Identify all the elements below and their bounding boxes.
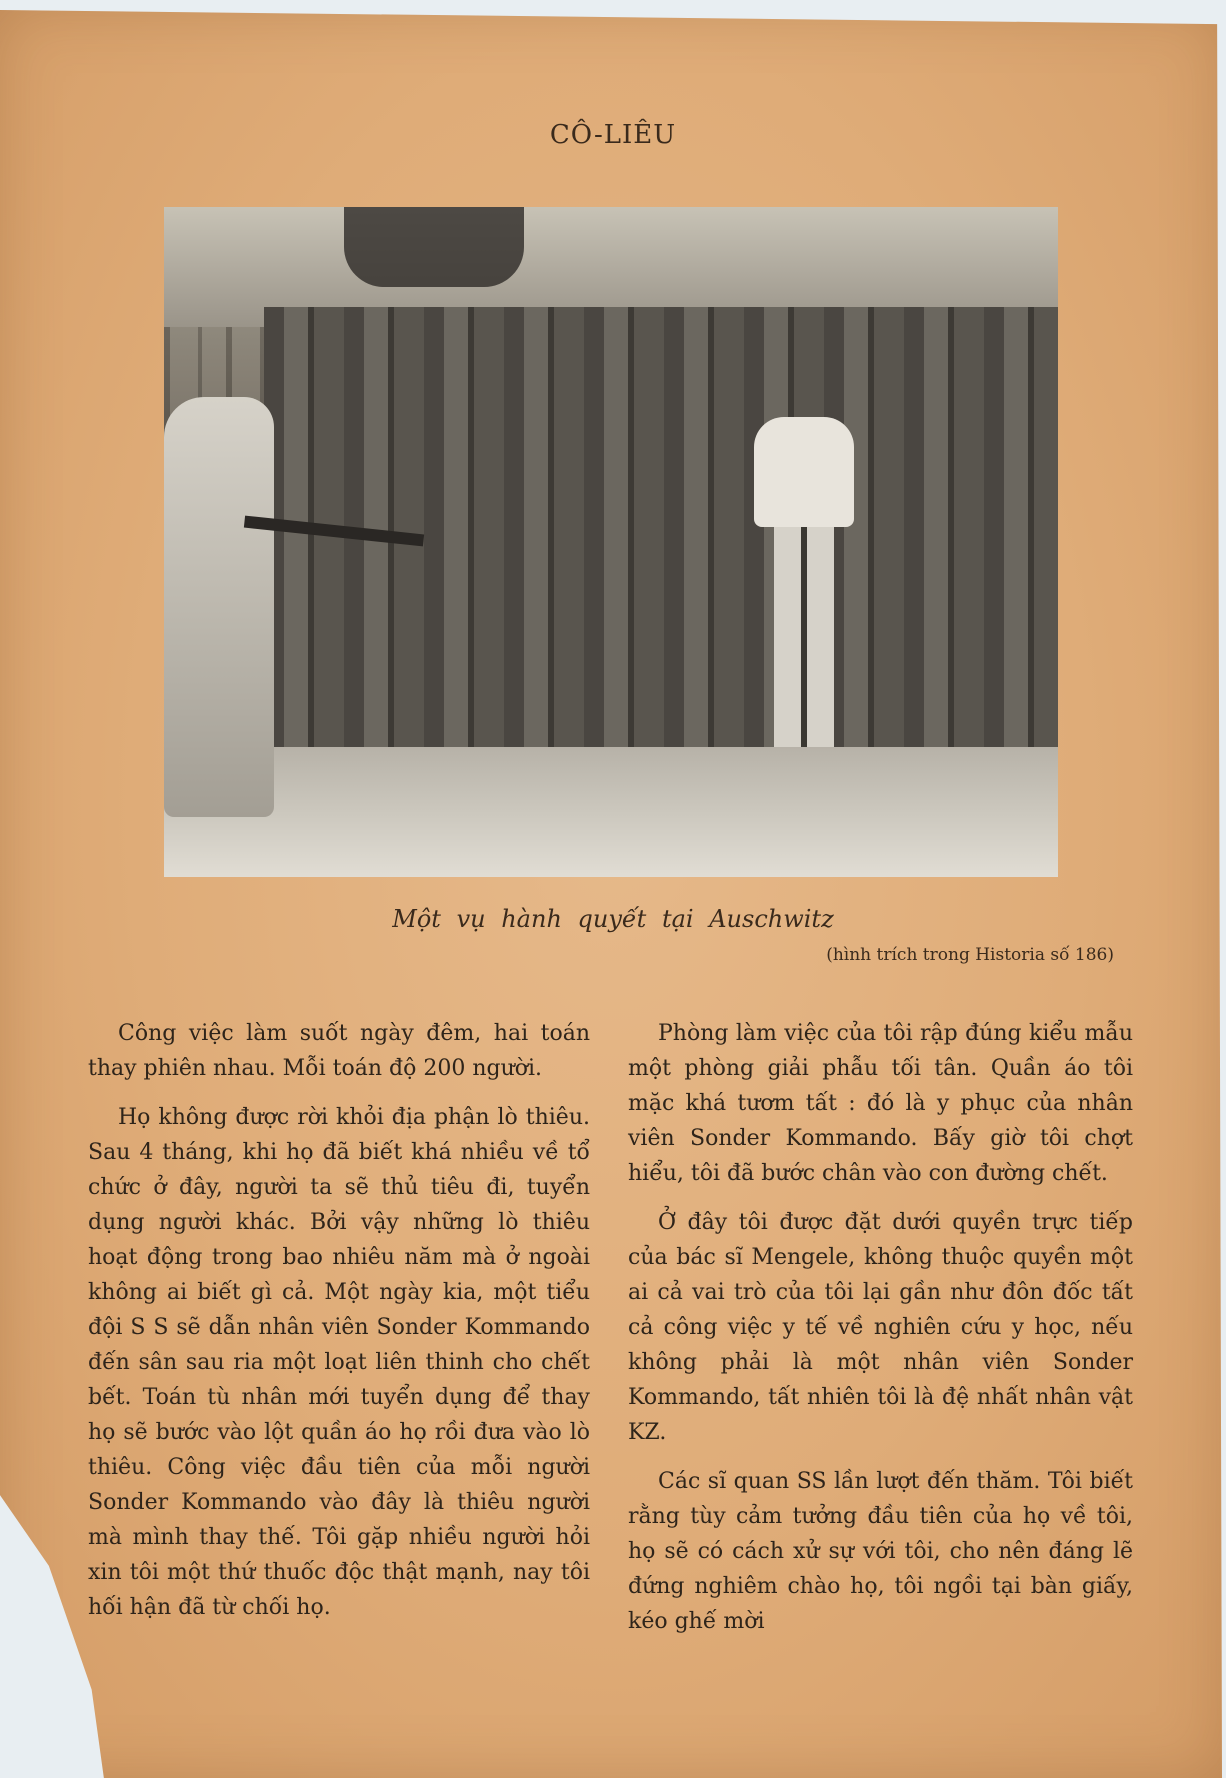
- right-column: [628, 1016, 1133, 1653]
- photo-prisoner-torso: [754, 417, 854, 527]
- running-head: CÔ-LIÊU: [549, 120, 677, 150]
- paragraph: Ở đây tôi được đặt dưới quyền trực tiếp của bác sĩ Mengele, không thuộc quyền một ai cả vai trò của tôi lại gần như đôn đốc tất cả công việc y tế về nghiên cứu y học, nếu không phải là một nhân viên Sonder Kommando, tất nhiên tôi là đệ nhất nhân vật KZ.: [628, 1210, 1133, 1445]
- paragraph: Họ không được rời khỏi địa phận lò thiêu. Sau 4 tháng, khi họ đã biết khá nhiều về tổ chức ở đây, người ta sẽ thủ tiêu đi, tuyển dụng người khác. Bởi vậy những lò thiêu hoạt động trong bao nhiêu năm mà ở ngoài không ai biết gì cả. Một ngày kia, một tiểu đội S S sẽ dẫn nhân viên Sonder Kommando đến sân sau ria một loạt liên thinh cho chết bết. Toán tù nhân mới tuyển dụng để thay họ sẽ bước vào lột quần áo họ rồi đưa vào lò thiêu. Công việc đầu tiên của mỗi người Sonder Kommando vào đây là thiêu người mà mình thay thế. Tôi gặp nhiều người hỏi xin tôi một thứ thuốc độc thật mạnh, nay tôi hối hận đã từ chối họ.: [88, 1105, 590, 1620]
- paragraph: Phòng làm việc của tôi rập đúng kiểu mẫu một phòng giải phẫu tối tân. Quần áo tôi mặc khá tươm tất : đó là y phục của nhân viên Sonder Kommando. Bấy giờ tôi chợt hiểu, tôi đã bước chân vào con đường chết.: [628, 1021, 1133, 1186]
- paragraph: Các sĩ quan SS lần lượt đến thăm. Tôi biết rằng tùy cảm tưởng đầu tiên của họ về tôi, họ sẽ có cách xử sự với tôi, cho nên đáng lẽ đứng nghiêm chào họ, tôi ngồi tại bàn giấy, kéo ghế mời: [628, 1469, 1133, 1634]
- left-column: [88, 1016, 590, 1639]
- photo-helmet: [344, 207, 524, 287]
- photo-prisoner: [754, 417, 854, 747]
- photo-credit: (hình trích trong Historia số 186): [826, 945, 1114, 965]
- paragraph: Công việc làm suốt ngày đêm, hai toán thay phiên nhau. Mỗi toán độ 200 người.: [88, 1021, 590, 1081]
- photo-snowy-ground: [164, 747, 1058, 877]
- execution-photo: [164, 207, 1058, 877]
- photo-soldier: [164, 397, 274, 817]
- photo-prisoner-legs: [774, 527, 834, 747]
- photo-caption: Một vụ hành quyết tại Auschwitz: [392, 905, 834, 933]
